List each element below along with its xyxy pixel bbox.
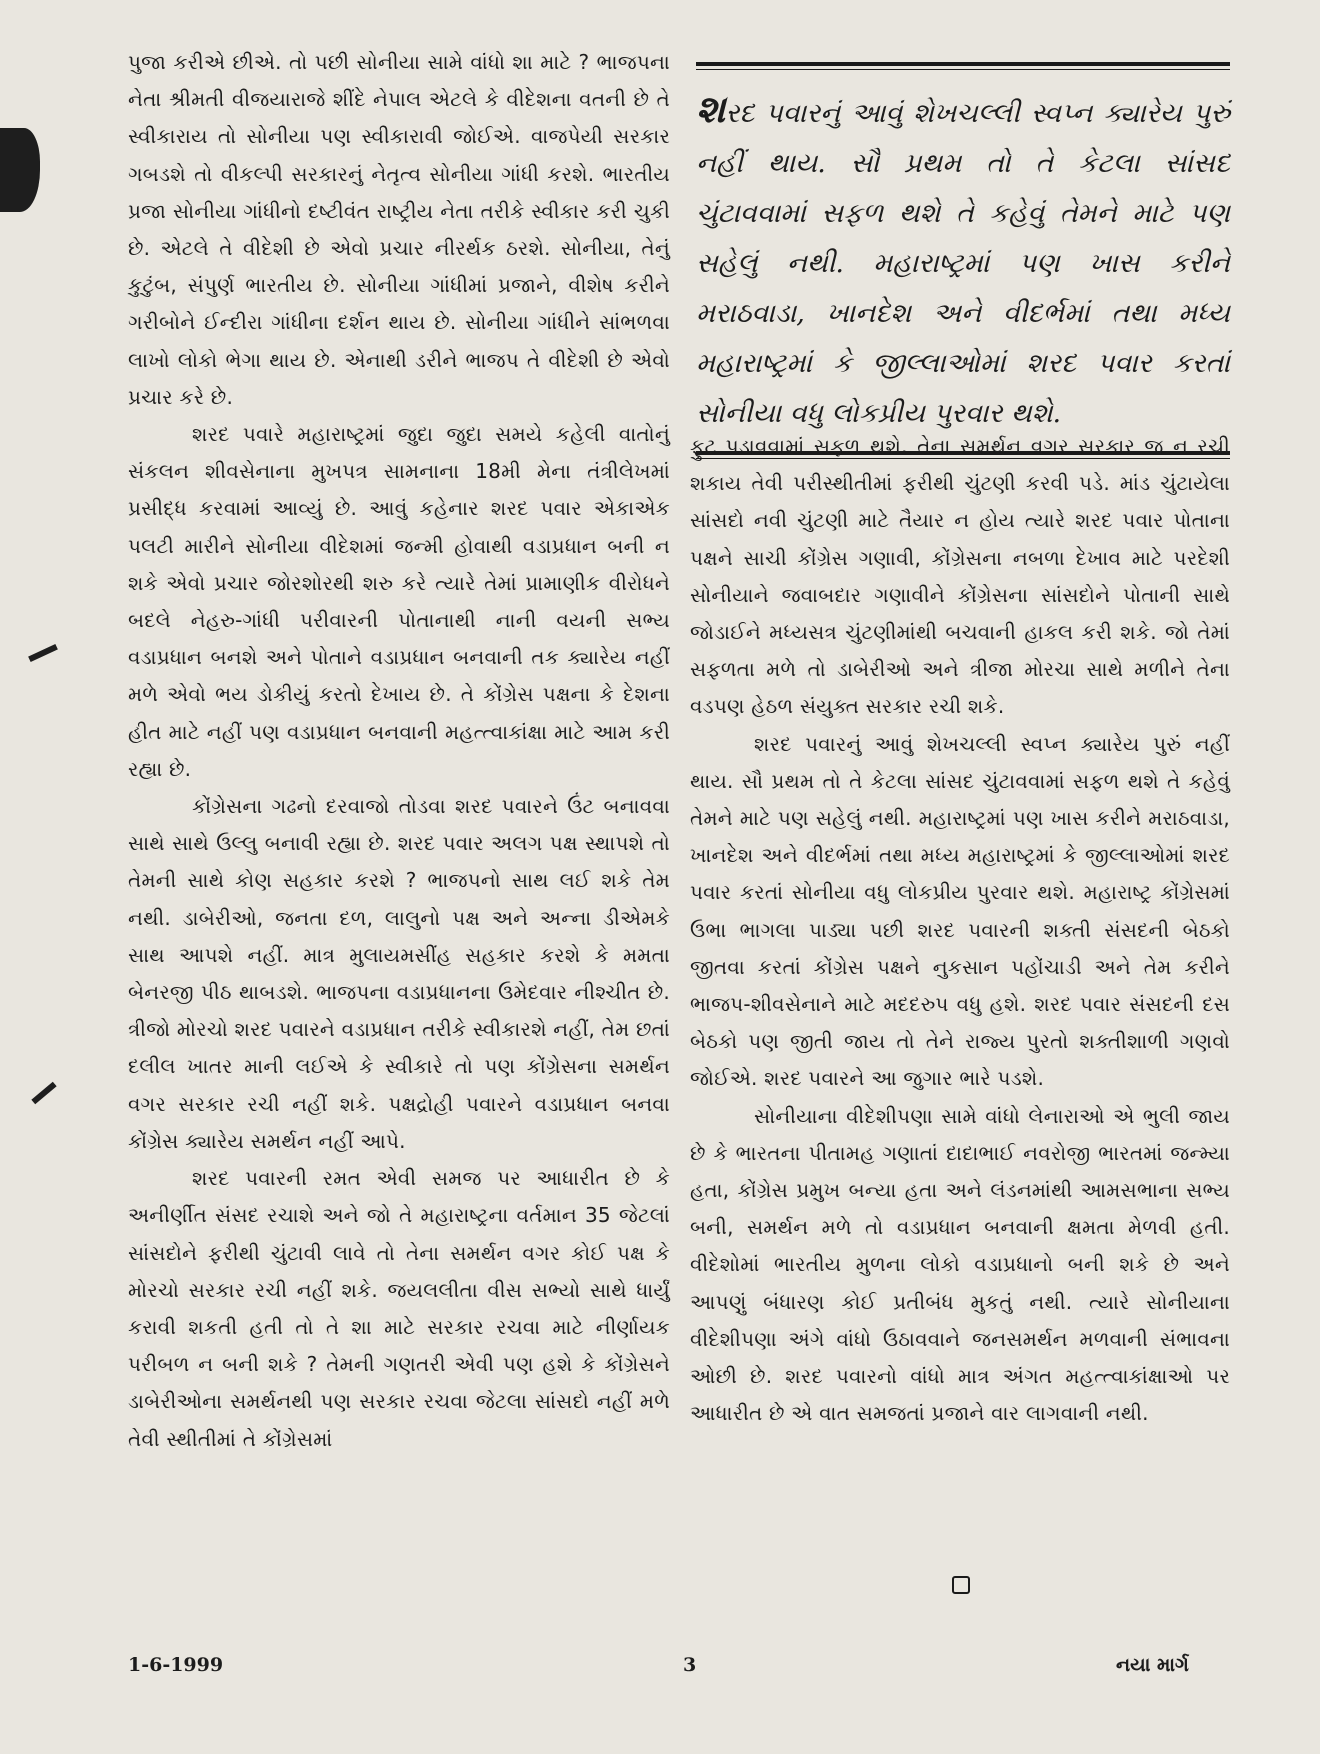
paragraph: પુજા કરીએ છીએ. તો પછી સોનીયા સામે વાંધો શા માટે ? ભાજપના નેતા શ્રીમતી વીજયારાજે શીંદે નેપાલ એટલે કે વીદેશના વતની છે તે સ્વીકારાય તો સોનીયા પણ સ્વીકારાવી જોઈએ. વાજપેયી સરકાર ગબડશે તો વીકલ્પી સરકારનું નેતૃત્વ સોનીયા ગાંધી કરશે. ભારતીય પ્રજા સોનીયા ગાંધીનો દષ્ટીવંત રાષ્ટ્રીય નેતા તરીકે સ્વીકાર કરી ચુકી છે. એટલે તે વીદેશી છે એવો પ્રચાર નીરર્થક ઠરશે. સોનીયા, તેનું કુટુંબ, સંપુર્ણ ભારતીય છે. સોનીયા ગાંધીમાં પ્રજાને, વીશેષ કરીને ગરીબોને ઈન્દીરા ગાંધીના દર્શન થાય છે. સોનીયા ગાંધીને સાંભળવા લાખો લોકો ભેગા થાય છે. એનાથી ડરીને ભાજપ તે વીદેશી છે એવો પ્રચાર કરે છે. [128,50,670,409]
paragraph: સોનીયાના વીદેશીપણા સામે વાંધો લેનારાઓ એ ભુલી જાય છે કે ભારતના પીતામહ ગણાતાં દાદાભાઈ નવરોજી ભારતમાં જન્મ્યા હતા, કોંગ્રેસ પ્રમુખ બન્યા હતા અને લંડનમાંથી આમસભાના સભ્ય બની, સમર્થન મળે તો વડાપ્રધાન બનવાની ક્ષમતા મેળવી હતી. વીદેશોમાં ભારતીય મુળના લોકો વડાપ્રધાનો બની શકે છે અને આપણું બંધારણ કોઈ પ્રતીબંધ મુકતું નથી. ત્યારે સોનીયાના વીદેશીપણા અંગે વાંધો ઉઠાવવાને જનસમર્થન મળવાની સંભાવના ઓછી છે. શરદ પવારનો વાંધો માત્ર અંગત મહત્ત્વાકાંક્ષાઓ પર આધારીત છે એ વાત સમજતાં પ્રજાને વાર લાગવાની નથી. [690,1103,1230,1426]
paragraph: શરદ પવારે મહારાષ્ટ્રમાં જુદા જુદા સમયે કહેલી વાતોનું સંકલન શીવસેનાના મુખપત્ર સામનાના 18મી મેના તંત્રીલેખમાં પ્રસીદ્ધ કરવામાં આવ્યું છે. આવું કહેનાર શરદ પવાર એકાએક પલટી મારીને સોનીયા વીદેશમાં જન્મી હોવાથી વડાપ્રધાન બની ન શકે એવો પ્રચાર જોરશોરથી શરુ કરે ત્યારે તેમાં પ્રામાણીક વીરોધને બદલે નેહરુ-ગાંધી પરીવારની પોતાનાથી નાની વયની સભ્ય વડાપ્રધાન બનશે અને પોતાને વડાપ્રધાન બનવાની તક ક્યારેય નહીં મળે એવો ભય ડોકીયું કરતો દેખાય છે. તે કોંગ્રેસ પક્ષના કે દેશના હીત માટે નહીં પણ વડાપ્રધાન બનવાની મહત્ત્વાકાંક્ષા માટે આમ કરી રહ્યા છે. [128,422,670,781]
margin-ink-mark [0,128,40,212]
paragraph: શરદ પવારની રમત એવી સમજ પર આધારીત છે કે અનીર્ણીત સંસદ રચાશે અને જો તે મહારાષ્ટ્રના વર્તમાન 35 જેટલાં સાંસદોને ફરીથી ચુંટાવી લાવે તો તેના સમર્થન વગર કોઈ પક્ષ કે મોરચો સરકાર રચી નહીં શકે. જયલલીતા વીસ સભ્યો સાથે ધાર્યું કરાવી શકતી હતી તો તે શા માટે સરકાર રચવા માટે નીર્ણાયક પરીબળ ન બની શકે ? તેમની ગણતરી એવી પણ હશે કે કોંગ્રેસને ડાબેરીઓના સમર્થનથી પણ સરકાર રચવા જેટલા સાંસદો નહીં મળે તેવી સ્થીતીમાં તે કોંગ્રેસમાં [128,1166,670,1451]
pull-quote-text [696,70,1230,451]
pull-quote-first-char: શ [696,86,726,131]
footer-page-number: 3 [683,1654,697,1676]
footer-date: 1-6-1999 [128,1654,224,1676]
article-end-mark [952,1576,970,1594]
footer-publication-name: નયા માર્ગ [1116,1654,1189,1676]
right-column [690,428,1230,1432]
pull-quote-body: રદ પવારનું આવું શેખચલ્લી સ્વપ્ન ક્યારેય પુરું નહીં થાય. સૌ પ્રથમ તો તે કેટલા સાંસદ ચુંટાવવામાં સફળ થશે તે કહેવું તેમને માટે પણ સહેલું નથી. મહારાષ્ટ્રમાં પણ ખાસ કરીને મરાઠવાડા, ખાનદેશ અને વીદર્ભમાં તથા મધ્ય મહારાષ્ટ્રમાં કે જીલ્લાઓમાં શરદ પવાર કરતાં સોનીયા વધુ લોકપ્રીય પુરવાર થશે. [696,98,1230,429]
pull-quote [696,62,1230,459]
margin-ink-mark [28,644,58,662]
paragraph: કોંગ્રેસના ગઢનો દરવાજો તોડવા શરદ પવારને ઉંટ બનાવવા સાથે સાથે ઉલ્લુ બનાવી રહ્યા છે. શરદ પવાર અલગ પક્ષ સ્થાપશે તો તેમની સાથે કોણ સહકાર કરશે ? ભાજપનો સાથ લઈ શકે તેમ નથી. ડાબેરીઓ, જનતા દળ, લાલુનો પક્ષ અને અન્ના ડીએમકે સાથ આપશે નહીં. માત્ર મુલાયમસીંહ સહકાર કરશે કે મમતા બેનરજી પીઠ થાબડશે. ભાજપના વડાપ્રધાનના ઉમેદવાર નીશ્ચીત છે. ત્રીજો મોરચો શરદ પવારને વડાપ્રધાન તરીકે સ્વીકારશે નહીં, તેમ છતાં દલીલ ખાતર માની લઈએ કે સ્વીકારે તો પણ કોંગ્રેસના સમર્થન વગર સરકાર રચી નહીં શકે. પક્ષદ્રોહી પવારને વડાપ્રધાન બનવા કોંગ્રેસ ક્યારેય સમર્થન નહીં આપે. [128,794,670,1153]
margin-ink-mark [31,1082,56,1105]
paragraph: શરદ પવારનું આવું શેખચલ્લી સ્વપ્ન ક્યારેય પુરું નહીં થાય. સૌ પ્રથમ તો તે કેટલા સાંસદ ચુંટાવવામાં સફળ થશે તે કહેવું તેમને માટે પણ સહેલું નથી. મહારાષ્ટ્રમાં પણ ખાસ કરીને મરાઠવાડા, ખાનદેશ અને વીદર્ભમાં તથા મધ્ય મહારાષ્ટ્રમાં કે જીલ્લાઓમાં શરદ પવાર કરતાં સોનીયા વધુ લોકપ્રીય પુરવાર થશે. મહારાષ્ટ્ર કોંગ્રેસમાં ઉભા ભાગલા પાડ્યા પછી શરદ પવારની શક્તી સંસદની બેઠકો જીતવા કરતાં કોંગ્રેસ પક્ષને નુકસાન પહોંચાડી અને તેમ કરીને ભાજપ-શીવસેનાને માટે મદદરુપ વધુ હશે. શરદ પવાર સંસદની દસ બેઠકો પણ જીતી જાય તો તેને રાજ્ય પુરતો શક્તીશાળી ગણવો જોઈએ. શરદ પવારને આ જુગાર ભારે પડશે. [690,731,1230,1091]
paragraph: ફુટ પડાવવામાં સફળ થશે. તેના સમર્થન વગર સરકાર જ ન રચી શકાય તેવી પરીસ્થીતીમાં ફરીથી ચુંટણી કરવી પડે. માંડ ચુંટાયેલા સાંસદો નવી ચુંટણી માટે તૈયાર ન હોય ત્યારે શરદ પવાર પોતાના પક્ષને સાચી કોંગ્રેસ ગણાવી, કોંગ્રેસના નબળા દેખાવ માટે પરદેશી સોનીયાને જવાબદાર ગણાવીને કોંગ્રેસના સાંસદોને પોતાની સાથે જોડાઈને મધ્યસત્ર ચુંટણીમાંથી બચવાની હાકલ કરી શકે. જો તેમાં સફળતા મળે તો ડાબેરીઓ અને ત્રીજા મોરચા સાથે મળીને તેના વડપણ હેઠળ સંયુક્ત સરકાર રચી શકે. [690,434,1230,719]
pull-quote-top-rule [696,62,1230,70]
left-column [128,44,670,1458]
